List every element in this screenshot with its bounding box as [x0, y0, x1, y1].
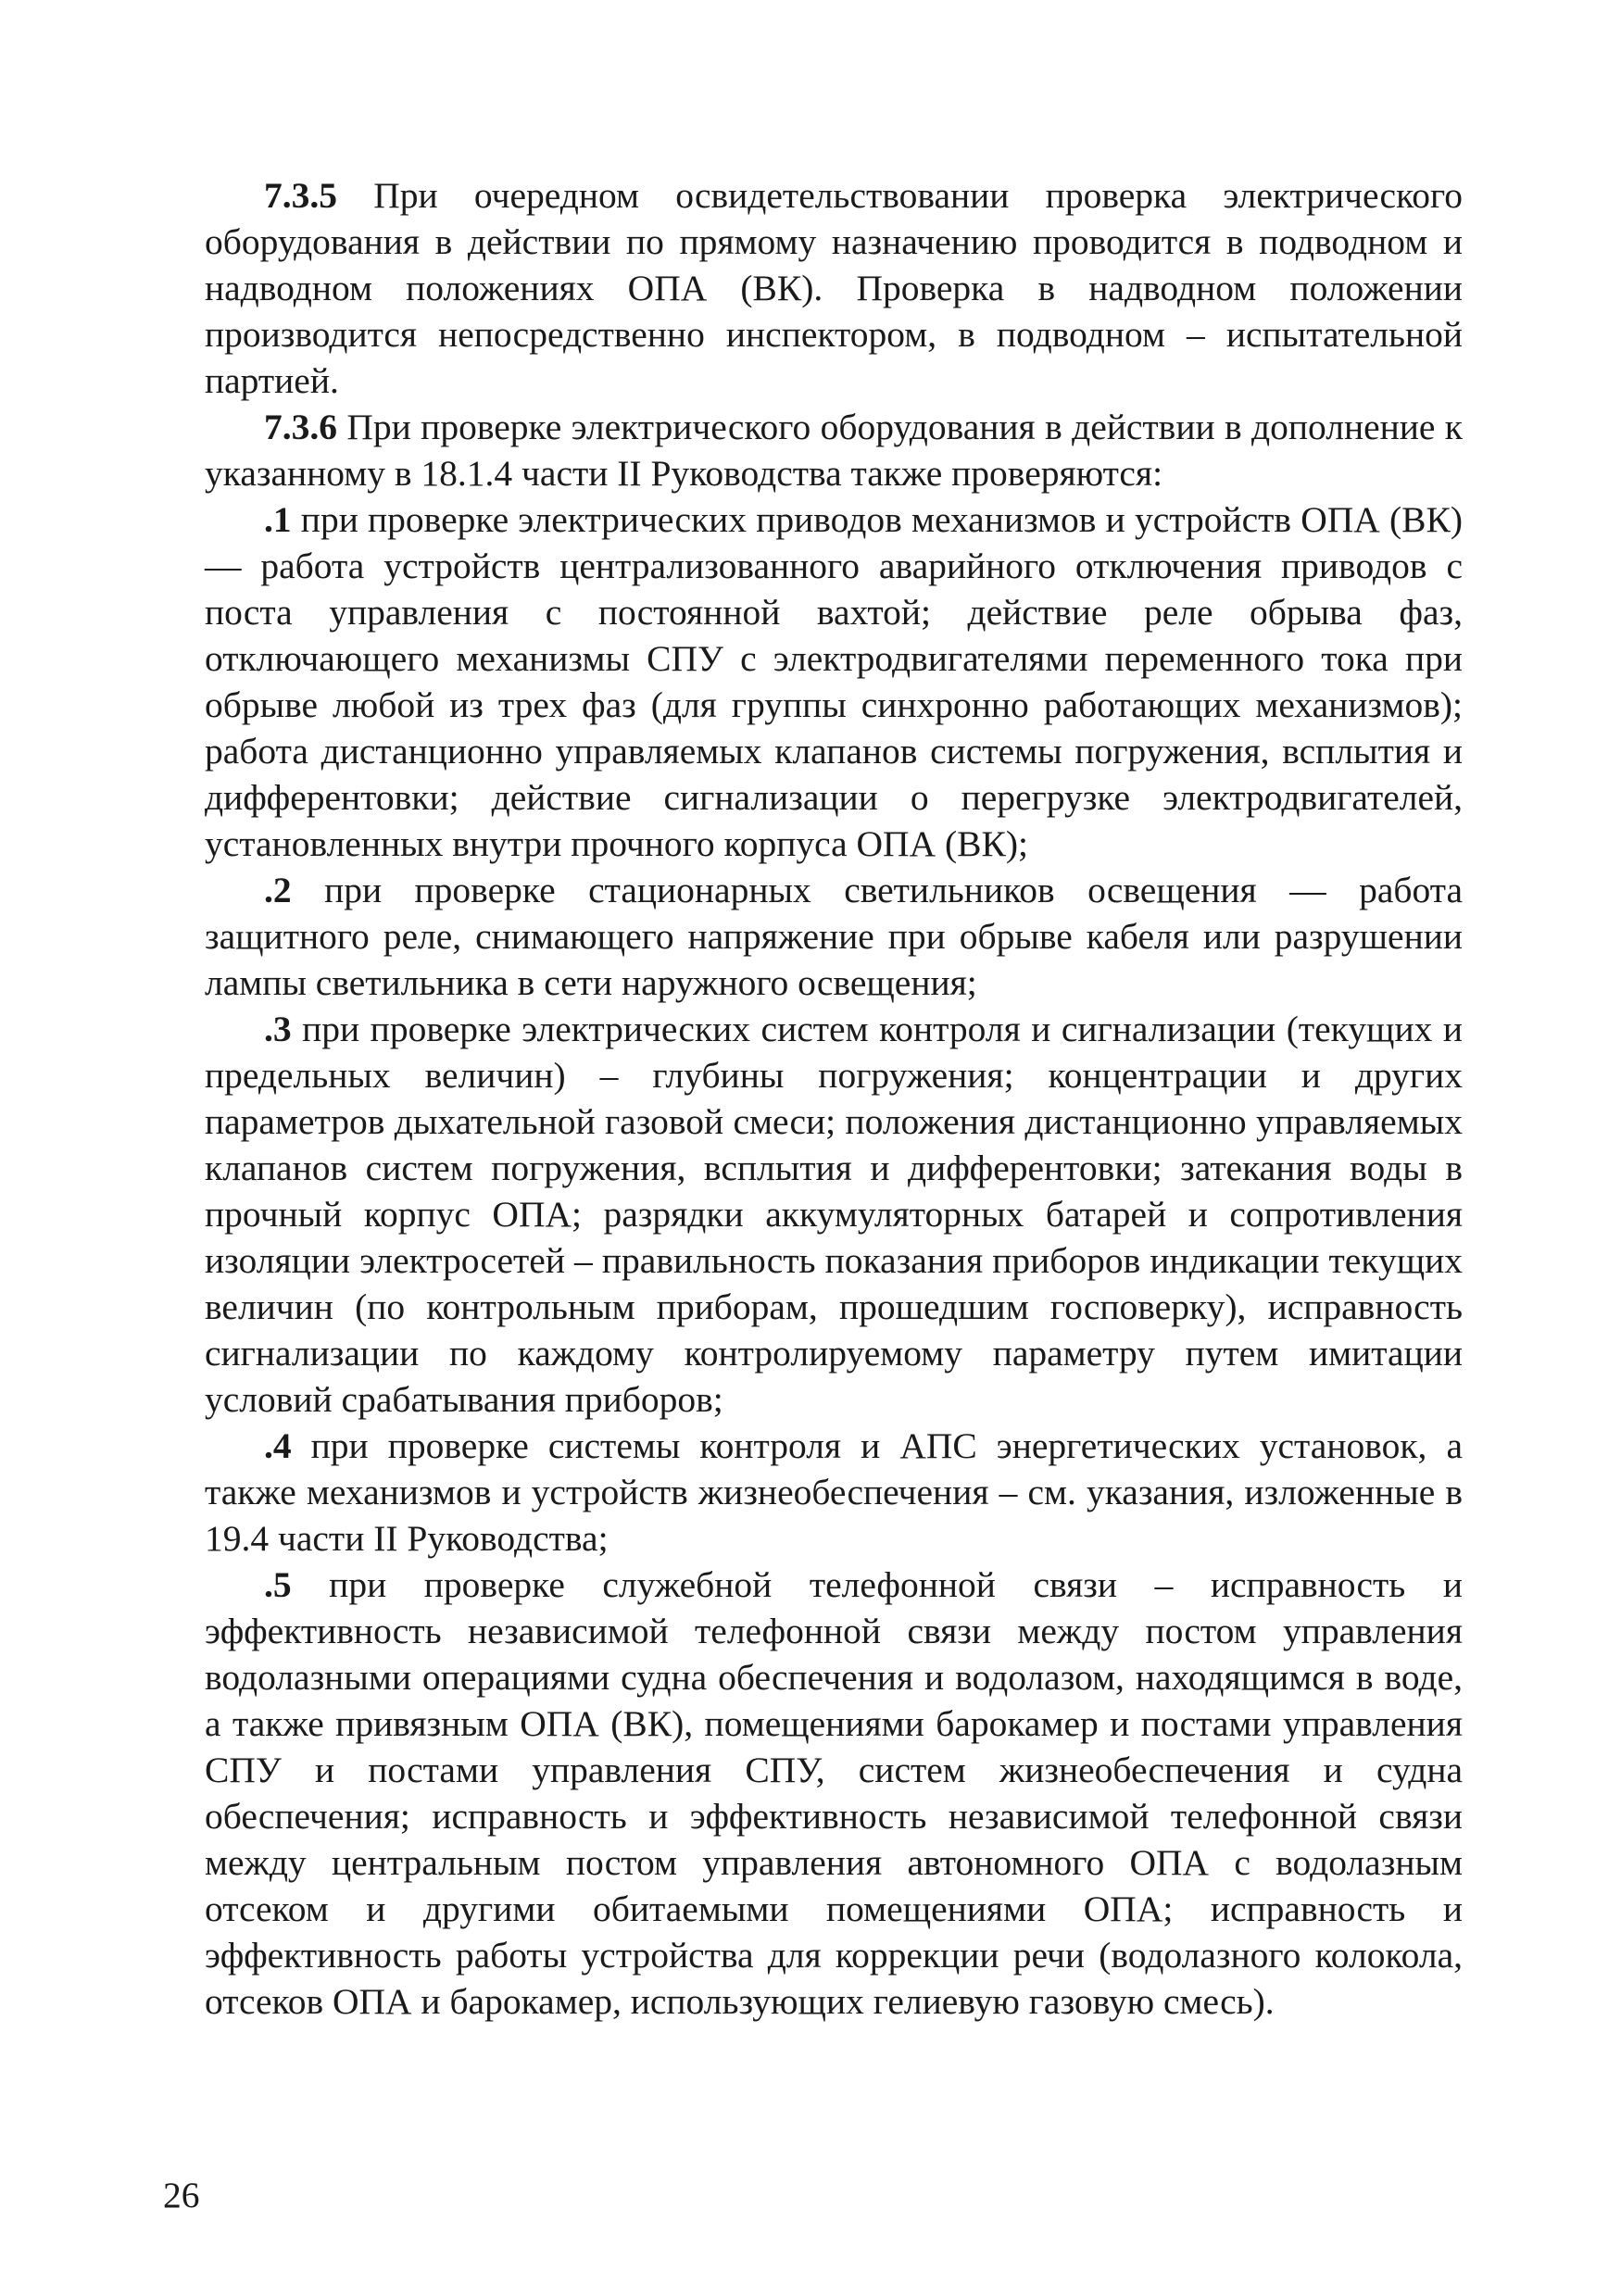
list-item-2: [205, 867, 1463, 1006]
paragraph-7-3-5: [205, 172, 1463, 404]
list-item-number: .1: [264, 499, 292, 540]
list-item-4: [205, 1423, 1463, 1562]
list-item-5: [205, 1562, 1463, 2025]
list-item-text: при проверке системы контроля и АПС энергетических установок, а также механизмов и устройств жизнеобеспечения – см. указания, изложенные в 19.4 части II Руководства;: [205, 1425, 1463, 1559]
list-item-number: .3: [264, 1009, 292, 1049]
list-item-3: [205, 1006, 1463, 1423]
list-item-number: .2: [264, 870, 292, 910]
document-body: [205, 172, 1463, 2025]
paragraph-7-3-6: [205, 404, 1463, 496]
paragraph-number: 7.3.6: [264, 407, 337, 447]
list-item-text: при проверке стационарных светильников освещения — работа защитного реле, снимающего напряжение при обрыве кабеля или разрушении лампы светильника в сети наружного освещения;: [205, 870, 1463, 1003]
list-item-number: .5: [264, 1564, 292, 1605]
list-item-text: при проверке электрических приводов механизмов и устройств ОПА (ВК) — работа устройств централизованного аварийного отключения приводов с поста управления с постоянной вахтой; действие реле обрыва фаз, отключающего механизмы СПУ с электродвигателями переменного тока при обрыве любой из трех фаз (для группы синхронно работающих механизмов); работа дистанционно управляемых клапанов системы погружения, всплытия и дифферентовки; действие сигнализации о перегрузке электродвигателей, установленных внутри прочного корпуса ОПА (ВК);: [205, 499, 1463, 864]
paragraph-number: 7.3.5: [264, 175, 337, 216]
list-item-1: [205, 496, 1463, 867]
paragraph-text: При очередном освидетельствовании проверка электрического оборудования в действии по прямому назначению проводится в подводном и надводном положениях ОПА (ВК). Проверка в надводном положении производится непосредственно инспектором, в подводном – испытательной партией.: [205, 175, 1463, 401]
list-item-text: при проверке служебной телефонной связи – исправность и эффективность независимой телефонной связи между постом управления водолазными операциями судна обеспечения и водолазом, находящимся в воде, а также привязным ОПА (ВК), помещениями барокамер и постами управления СПУ и постами управления СПУ, систем жизнеобеспечения и судна обеспечения; исправность и эффективность независимой телефонной связи между центральным постом управления автономного ОПА с водолазным отсеком и другими обитаемыми помещениями ОПА; исправность и эффективность работы устройства для коррекции речи (водолазного колокола, отсеков ОПА и барокамер, использующих гелиевую газовую смесь).: [205, 1564, 1463, 2022]
list-item-text: при проверке электрических систем контроля и сигнализации (текущих и предельных величин) – глубины погружения; концентрации и других параметров дыхательной газовой смеси; положения дистанционно управляемых клапанов систем погружения, всплытия и дифферентовки; затекания воды в прочный корпус ОПА; разрядки аккумуляторных батарей и сопротивления изоляции электросетей – правильность показания приборов индикации текущих величин (по контрольным приборам, прошедшим госповерку), исправность сигнализации по каждому контролируемому параметру путем имитации условий срабатывания приборов;: [205, 1009, 1463, 1420]
page-number: 26: [163, 2175, 200, 2215]
list-item-number: .4: [264, 1425, 292, 1466]
paragraph-text: При проверке электрического оборудования в действии в дополнение к указанному в 18.1.4 части II Руководства также проверяются:: [205, 407, 1463, 494]
